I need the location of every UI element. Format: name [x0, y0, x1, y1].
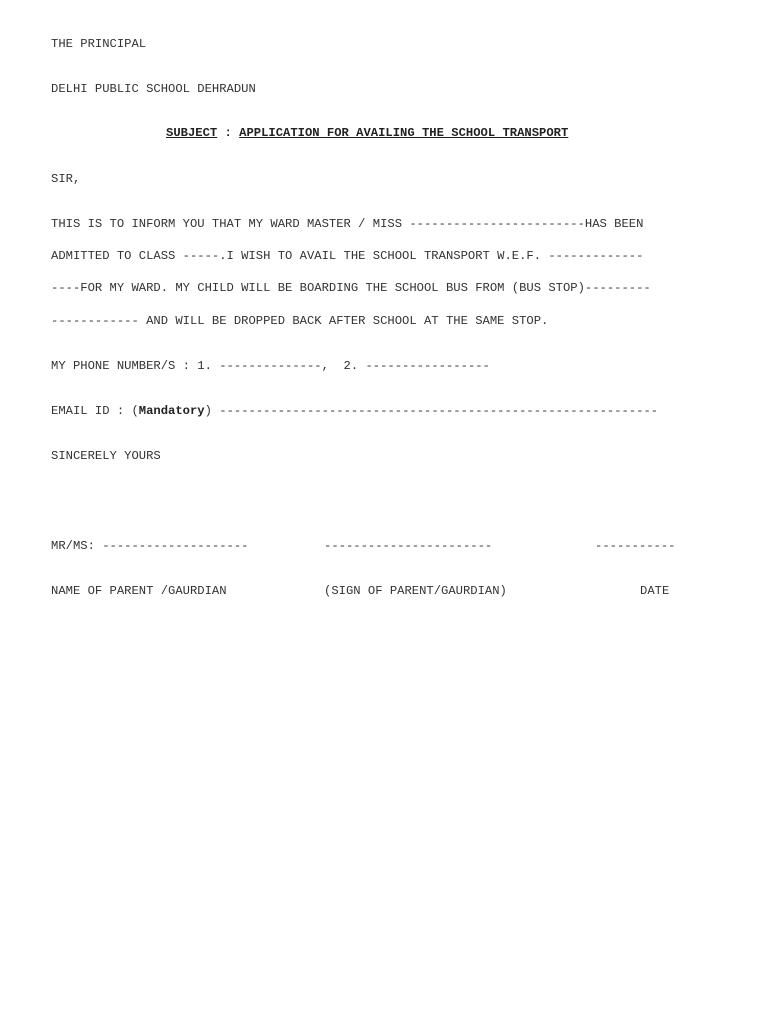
- parent-sign-label: (SIGN OF PARENT/GAURDIAN): [324, 584, 507, 598]
- email-close-paren: ): [204, 404, 212, 418]
- subject-line: [166, 125, 568, 141]
- email-mandatory: Mandatory: [138, 404, 205, 418]
- subject-label: SUBJECT: [166, 126, 218, 140]
- school-name: DELHI PUBLIC SCHOOL DEHRADUN: [51, 82, 256, 96]
- salutation: SIR,: [51, 172, 81, 186]
- subject-text: APPLICATION FOR AVAILING THE SCHOOL TRANSPORT: [239, 126, 569, 140]
- email-line: [51, 403, 658, 419]
- date-field: -----------: [595, 539, 676, 553]
- email-prefix: EMAIL ID :: [51, 404, 132, 418]
- email-open-paren: (: [131, 404, 139, 418]
- parent-sign-field: -----------------------: [324, 539, 493, 553]
- body-line-3: ----FOR MY WARD. MY CHILD WILL BE BOARDING THE SCHOOL BUS FROM (BUS STOP)---------: [51, 281, 651, 295]
- closing: SINCERELY YOURS: [51, 449, 161, 463]
- date-label: DATE: [640, 584, 670, 598]
- body-line-2: ADMITTED TO CLASS -----.I WISH TO AVAIL THE SCHOOL TRANSPORT W.E.F. -------------: [51, 249, 644, 263]
- subject-separator: :: [217, 126, 240, 140]
- email-blank: ------------------------------------------------------------: [211, 404, 659, 418]
- recipient-title: THE PRINCIPAL: [51, 37, 147, 51]
- phone-line: MY PHONE NUMBER/S : 1. --------------, 2. -----------------: [51, 359, 490, 373]
- parent-name-label: NAME OF PARENT /GAURDIAN: [51, 584, 227, 598]
- parent-name-field: MR/MS: --------------------: [51, 539, 249, 553]
- body-line-4: ------------ AND WILL BE DROPPED BACK AFTER SCHOOL AT THE SAME STOP.: [51, 314, 549, 328]
- body-line-1: THIS IS TO INFORM YOU THAT MY WARD MASTER / MISS ------------------------HAS BEEN: [51, 217, 644, 231]
